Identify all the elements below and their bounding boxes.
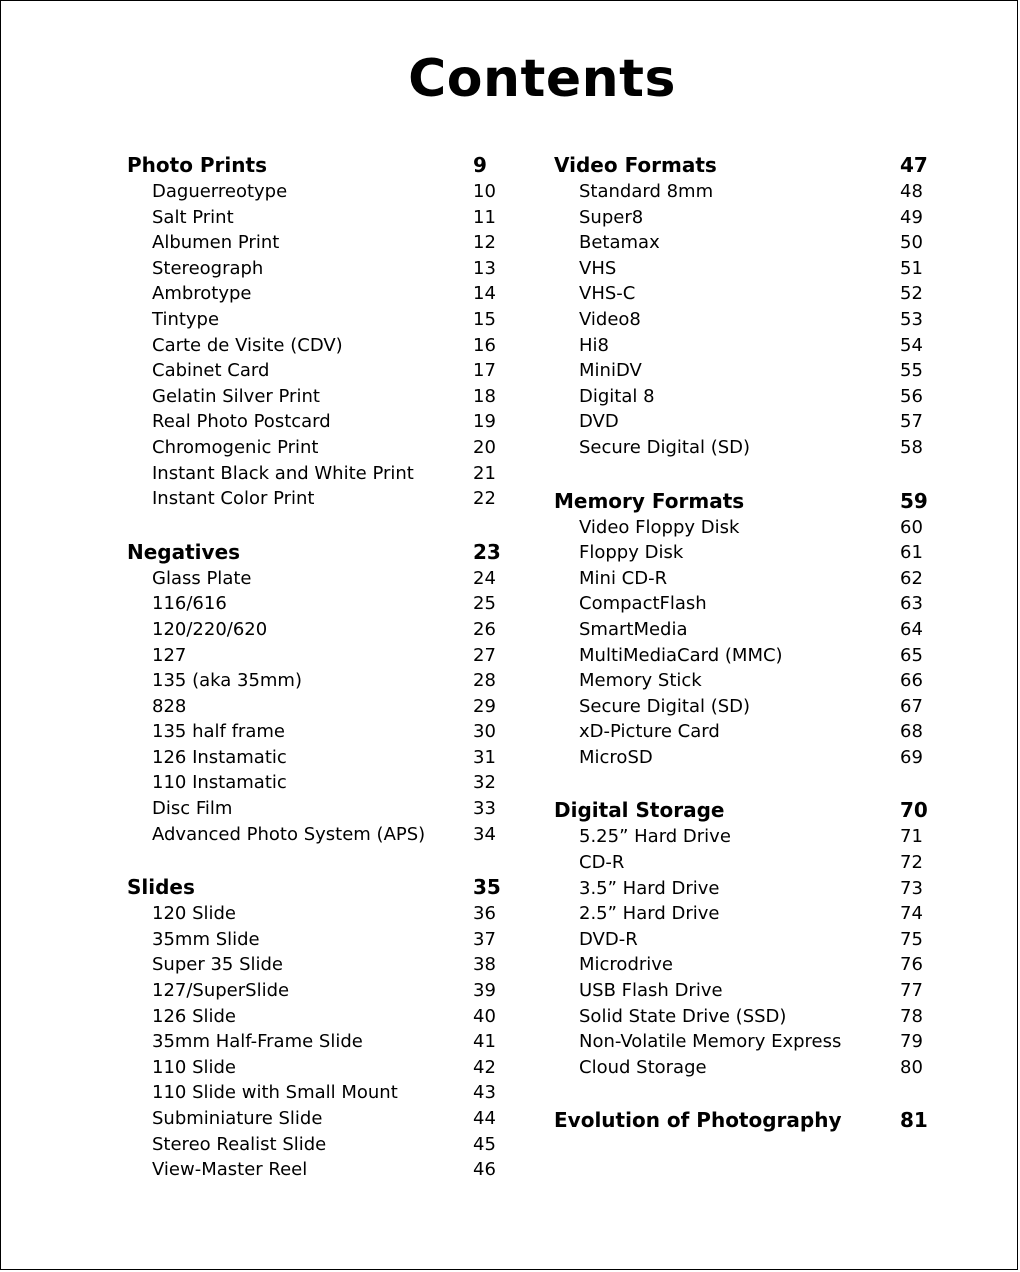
toc-entry[interactable] bbox=[554, 179, 929, 205]
toc-entry[interactable] bbox=[554, 591, 929, 617]
toc-entry[interactable] bbox=[554, 409, 929, 435]
entry-title: Hi8 bbox=[579, 334, 609, 356]
entry-title: Super 35 Slide bbox=[152, 954, 284, 976]
toc-entry[interactable] bbox=[127, 1004, 502, 1030]
toc-entry[interactable] bbox=[554, 643, 929, 669]
toc-entry[interactable] bbox=[127, 745, 502, 771]
entry-page-number: 66 bbox=[900, 670, 923, 692]
toc-entry[interactable] bbox=[554, 281, 929, 307]
section-page-number: 59 bbox=[900, 488, 928, 513]
entry-page-number: 53 bbox=[900, 308, 923, 330]
entry-page-number: 74 bbox=[900, 903, 923, 925]
entry-page-number: 24 bbox=[473, 567, 496, 589]
entry-page-number: 80 bbox=[900, 1056, 923, 1078]
entry-page-number: 22 bbox=[473, 488, 496, 510]
entry-title: Video Floppy Disk bbox=[579, 516, 740, 538]
toc-entry[interactable] bbox=[127, 486, 502, 512]
entry-page-number: 34 bbox=[473, 823, 496, 845]
toc-entry[interactable] bbox=[127, 435, 502, 461]
entry-title: MicroSD bbox=[579, 746, 653, 768]
entry-title: CD-R bbox=[579, 852, 625, 874]
entry-title: 120/220/620 bbox=[152, 618, 268, 640]
entry-page-number: 63 bbox=[900, 593, 923, 615]
entry-page-number: 28 bbox=[473, 670, 496, 692]
toc-entry[interactable] bbox=[127, 901, 502, 927]
entry-page-number: 55 bbox=[900, 360, 923, 382]
entry-page-number: 44 bbox=[473, 1108, 496, 1129]
section-title: Memory Formats bbox=[554, 488, 745, 513]
entry-page-number: 75 bbox=[900, 928, 923, 950]
section-page-number: 23 bbox=[473, 539, 501, 564]
entry-title: 35mm Half-Frame Slide bbox=[152, 1031, 363, 1053]
toc-entry[interactable] bbox=[554, 850, 929, 876]
entry-title: 127 bbox=[152, 644, 187, 666]
entry-title: DVD-R bbox=[579, 928, 638, 950]
section-page-number: 81 bbox=[900, 1108, 928, 1133]
toc-entry[interactable] bbox=[127, 978, 502, 1004]
entry-page-number: 49 bbox=[900, 206, 923, 228]
toc-entry[interactable] bbox=[127, 333, 502, 359]
entry-page-number: 20 bbox=[473, 436, 496, 458]
toc-section-heading[interactable] bbox=[554, 1106, 929, 1134]
entry-title: Daguerreotype bbox=[152, 181, 288, 202]
entry-page-number: 56 bbox=[900, 385, 923, 407]
entry-title: 116/616 bbox=[152, 593, 227, 615]
entry-title: Secure Digital (SD) bbox=[579, 436, 751, 458]
entry-page-number: 69 bbox=[900, 746, 923, 768]
toc-entry[interactable] bbox=[554, 978, 929, 1004]
entry-page-number: 48 bbox=[900, 181, 923, 202]
entry-page-number: 43 bbox=[473, 1082, 496, 1104]
toc-entry[interactable] bbox=[127, 1080, 502, 1106]
entry-title: Betamax bbox=[579, 232, 660, 254]
toc-entry[interactable] bbox=[554, 617, 929, 643]
section-title: Video Formats bbox=[554, 153, 717, 177]
entry-page-number: 29 bbox=[473, 695, 496, 717]
entry-page-number: 10 bbox=[473, 181, 496, 202]
toc-entry[interactable] bbox=[127, 307, 502, 333]
entry-page-number: 21 bbox=[473, 462, 496, 484]
entry-title: Non-Volatile Memory Express bbox=[579, 1031, 842, 1053]
toc-entry[interactable] bbox=[554, 927, 929, 953]
entry-page-number: 76 bbox=[900, 954, 923, 976]
entry-page-number: 54 bbox=[900, 334, 923, 356]
entry-page-number: 13 bbox=[473, 257, 496, 279]
toc-entry[interactable] bbox=[554, 668, 929, 694]
page-title: Contents bbox=[408, 49, 676, 109]
entry-title: Stereo Realist Slide bbox=[152, 1133, 327, 1155]
toc-section bbox=[554, 487, 929, 771]
toc-entry[interactable] bbox=[127, 281, 502, 307]
toc-entry[interactable] bbox=[127, 230, 502, 256]
entry-title: Albumen Print bbox=[152, 232, 280, 254]
toc-section bbox=[127, 151, 502, 512]
entry-page-number: 79 bbox=[900, 1031, 923, 1053]
section-title: Digital Storage bbox=[554, 798, 725, 823]
entry-title: 126 Instamatic bbox=[152, 746, 287, 768]
toc-section bbox=[554, 151, 929, 461]
entry-page-number: 58 bbox=[900, 436, 923, 458]
entry-page-number: 15 bbox=[473, 308, 496, 330]
section-title: Slides bbox=[127, 875, 195, 900]
toc-entry[interactable] bbox=[554, 719, 929, 745]
entry-title: Carte de Visite (CDV) bbox=[152, 334, 343, 356]
toc-entry[interactable] bbox=[127, 566, 502, 592]
entry-title: Memory Stick bbox=[579, 670, 702, 692]
entry-page-number: 51 bbox=[900, 257, 923, 279]
entry-title: xD-Picture Card bbox=[579, 721, 720, 743]
entry-page-number: 78 bbox=[900, 1005, 923, 1027]
entry-title: 135 (aka 35mm) bbox=[152, 670, 302, 692]
toc-entry[interactable] bbox=[554, 307, 929, 333]
entry-title: 828 bbox=[152, 695, 187, 717]
toc-section bbox=[554, 796, 929, 1080]
entry-title: Super8 bbox=[579, 206, 644, 228]
entry-title: View-Master Reel bbox=[152, 1159, 308, 1181]
entry-title: 110 Slide with Small Mount bbox=[152, 1082, 398, 1104]
entry-title: Real Photo Postcard bbox=[152, 411, 331, 433]
entry-page-number: 41 bbox=[473, 1031, 496, 1053]
entry-title: 110 Instamatic bbox=[152, 772, 287, 794]
toc-entry[interactable] bbox=[127, 1029, 502, 1055]
entry-title: DVD bbox=[579, 411, 619, 433]
section-title: Negatives bbox=[127, 539, 241, 564]
entry-page-number: 38 bbox=[473, 954, 496, 976]
entry-title: Solid State Drive (SSD) bbox=[579, 1005, 787, 1027]
toc-entry[interactable] bbox=[554, 876, 929, 902]
entry-title: Glass Plate bbox=[152, 567, 252, 589]
entry-title: 110 Slide bbox=[152, 1056, 237, 1078]
toc-entry[interactable] bbox=[127, 409, 502, 435]
toc-entry[interactable] bbox=[554, 824, 929, 850]
toc-section-heading[interactable] bbox=[127, 538, 502, 566]
toc-section bbox=[127, 538, 502, 848]
entry-title: Microdrive bbox=[579, 954, 673, 976]
toc-entry[interactable] bbox=[554, 333, 929, 359]
toc-entry[interactable] bbox=[554, 384, 929, 410]
entry-page-number: 16 bbox=[473, 334, 496, 356]
toc-entry[interactable] bbox=[554, 1004, 929, 1030]
entry-title: Chromogenic Print bbox=[152, 436, 319, 458]
toc-entry[interactable] bbox=[127, 617, 502, 643]
entry-title: Video8 bbox=[579, 308, 641, 330]
toc-entry[interactable] bbox=[554, 1055, 929, 1081]
entry-title: Salt Print bbox=[152, 206, 234, 228]
entry-title: 2.5” Hard Drive bbox=[579, 903, 720, 925]
entry-page-number: 40 bbox=[473, 1005, 496, 1027]
entry-page-number: 32 bbox=[473, 772, 496, 794]
entry-title: Floppy Disk bbox=[579, 542, 684, 564]
entry-page-number: 62 bbox=[900, 567, 923, 589]
entry-page-number: 37 bbox=[473, 928, 496, 950]
toc-entry[interactable] bbox=[554, 256, 929, 282]
toc-entry[interactable] bbox=[554, 230, 929, 256]
entry-page-number: 46 bbox=[473, 1159, 496, 1181]
toc-entry[interactable] bbox=[554, 566, 929, 592]
toc-entry[interactable] bbox=[554, 205, 929, 231]
entry-title: MultiMediaCard (MMC) bbox=[579, 644, 783, 666]
section-page-number: 70 bbox=[900, 798, 928, 823]
entry-page-number: 52 bbox=[900, 283, 923, 305]
entry-page-number: 30 bbox=[473, 721, 496, 743]
entry-page-number: 45 bbox=[473, 1133, 496, 1155]
entry-title: Digital 8 bbox=[579, 385, 655, 407]
entry-page-number: 77 bbox=[900, 980, 923, 1002]
entry-page-number: 65 bbox=[900, 644, 923, 666]
toc-entry[interactable] bbox=[554, 1029, 929, 1055]
toc-entry[interactable] bbox=[127, 719, 502, 745]
entry-title: VHS-C bbox=[579, 283, 636, 305]
toc-entry[interactable] bbox=[127, 796, 502, 822]
toc-entry[interactable] bbox=[554, 540, 929, 566]
entry-page-number: 19 bbox=[473, 411, 496, 433]
entry-title: 35mm Slide bbox=[152, 928, 260, 950]
entry-page-number: 57 bbox=[900, 411, 923, 433]
section-page-number: 35 bbox=[473, 875, 501, 900]
section-title: Photo Prints bbox=[127, 153, 267, 177]
toc-entry[interactable] bbox=[554, 435, 929, 461]
toc-entry[interactable] bbox=[127, 384, 502, 410]
entry-title: Mini CD-R bbox=[579, 567, 668, 589]
entry-title: Stereograph bbox=[152, 257, 264, 279]
toc-entry[interactable] bbox=[127, 461, 502, 487]
entry-page-number: 26 bbox=[473, 618, 496, 640]
toc-section-heading[interactable] bbox=[554, 151, 929, 179]
toc-entry[interactable] bbox=[554, 745, 929, 771]
entry-page-number: 60 bbox=[900, 516, 923, 538]
entry-title: 126 Slide bbox=[152, 1005, 237, 1027]
toc-entry[interactable] bbox=[554, 952, 929, 978]
entry-page-number: 64 bbox=[900, 618, 923, 640]
entry-title: 135 half frame bbox=[152, 721, 285, 743]
toc-entry[interactable] bbox=[127, 668, 502, 694]
entry-title: Standard 8mm bbox=[579, 181, 714, 202]
entry-title: MiniDV bbox=[579, 360, 642, 382]
toc-entry[interactable] bbox=[554, 358, 929, 384]
entry-page-number: 50 bbox=[900, 232, 923, 254]
toc-section bbox=[127, 873, 502, 1183]
section-page-number: 9 bbox=[473, 153, 487, 177]
entry-title: Instant Black and White Print bbox=[152, 462, 414, 484]
toc-entry[interactable] bbox=[127, 205, 502, 231]
toc-entry[interactable] bbox=[127, 1132, 502, 1158]
entry-page-number: 18 bbox=[473, 385, 496, 407]
entry-title: SmartMedia bbox=[579, 618, 688, 640]
entry-page-number: 11 bbox=[473, 206, 496, 228]
toc-entry[interactable] bbox=[127, 952, 502, 978]
entry-page-number: 68 bbox=[900, 721, 923, 743]
toc-entry[interactable] bbox=[554, 694, 929, 720]
entry-title: 5.25” Hard Drive bbox=[579, 826, 731, 848]
entry-title: USB Flash Drive bbox=[579, 980, 723, 1002]
entry-page-number: 72 bbox=[900, 852, 923, 874]
entry-page-number: 36 bbox=[473, 903, 496, 925]
toc-entry[interactable] bbox=[127, 358, 502, 384]
toc-entry[interactable] bbox=[127, 694, 502, 720]
entry-title: Secure Digital (SD) bbox=[579, 695, 751, 717]
toc-entry[interactable] bbox=[127, 1055, 502, 1081]
toc-entry[interactable] bbox=[127, 643, 502, 669]
toc-column-left bbox=[127, 151, 502, 1209]
entry-title: Tintype bbox=[152, 308, 220, 330]
entry-title: Disc Film bbox=[152, 798, 233, 820]
entry-page-number: 14 bbox=[473, 283, 496, 305]
section-title: Evolution of Photography bbox=[554, 1108, 842, 1133]
toc-section-heading[interactable] bbox=[127, 151, 502, 179]
toc-entry[interactable] bbox=[127, 822, 502, 848]
entry-title: CompactFlash bbox=[579, 593, 707, 615]
entry-page-number: 12 bbox=[473, 232, 496, 254]
entry-page-number: 42 bbox=[473, 1056, 496, 1078]
toc-section-heading[interactable] bbox=[554, 796, 929, 824]
entry-page-number: 17 bbox=[473, 360, 496, 382]
toc-entry[interactable] bbox=[127, 256, 502, 282]
entry-page-number: 61 bbox=[900, 542, 923, 564]
toc-entry[interactable] bbox=[554, 515, 929, 541]
toc-entry[interactable] bbox=[127, 770, 502, 796]
toc-column-right bbox=[554, 151, 929, 1160]
entry-title: 3.5” Hard Drive bbox=[579, 877, 720, 899]
toc-entry[interactable] bbox=[127, 927, 502, 953]
entry-title: Advanced Photo System (APS) bbox=[152, 823, 426, 845]
entry-page-number: 67 bbox=[900, 695, 923, 717]
entry-title: Gelatin Silver Print bbox=[152, 385, 320, 407]
toc-entry[interactable] bbox=[127, 591, 502, 617]
toc-entry[interactable] bbox=[127, 1106, 502, 1132]
entry-page-number: 33 bbox=[473, 798, 496, 820]
section-page-number: 47 bbox=[900, 153, 928, 177]
entry-title: Instant Color Print bbox=[152, 488, 315, 510]
entry-page-number: 27 bbox=[473, 644, 496, 666]
toc-entry[interactable] bbox=[127, 179, 502, 205]
entry-title: 127/SuperSlide bbox=[152, 980, 290, 1002]
entry-page-number: 73 bbox=[900, 877, 923, 899]
toc-section-heading[interactable] bbox=[127, 873, 502, 901]
entry-title: Ambrotype bbox=[152, 283, 252, 305]
toc-section-heading[interactable] bbox=[554, 487, 929, 515]
toc-section bbox=[554, 1106, 929, 1134]
entry-title: Cabinet Card bbox=[152, 360, 270, 382]
toc-entry[interactable] bbox=[127, 1157, 502, 1183]
entry-page-number: 31 bbox=[473, 746, 496, 768]
entry-title: Cloud Storage bbox=[579, 1056, 707, 1078]
entry-page-number: 39 bbox=[473, 980, 496, 1002]
entry-page-number: 25 bbox=[473, 593, 496, 615]
toc-entry[interactable] bbox=[554, 901, 929, 927]
entry-title: 120 Slide bbox=[152, 903, 237, 925]
entry-page-number: 71 bbox=[900, 826, 923, 848]
entry-title: Subminiature Slide bbox=[152, 1108, 323, 1129]
entry-title: VHS bbox=[579, 257, 617, 279]
